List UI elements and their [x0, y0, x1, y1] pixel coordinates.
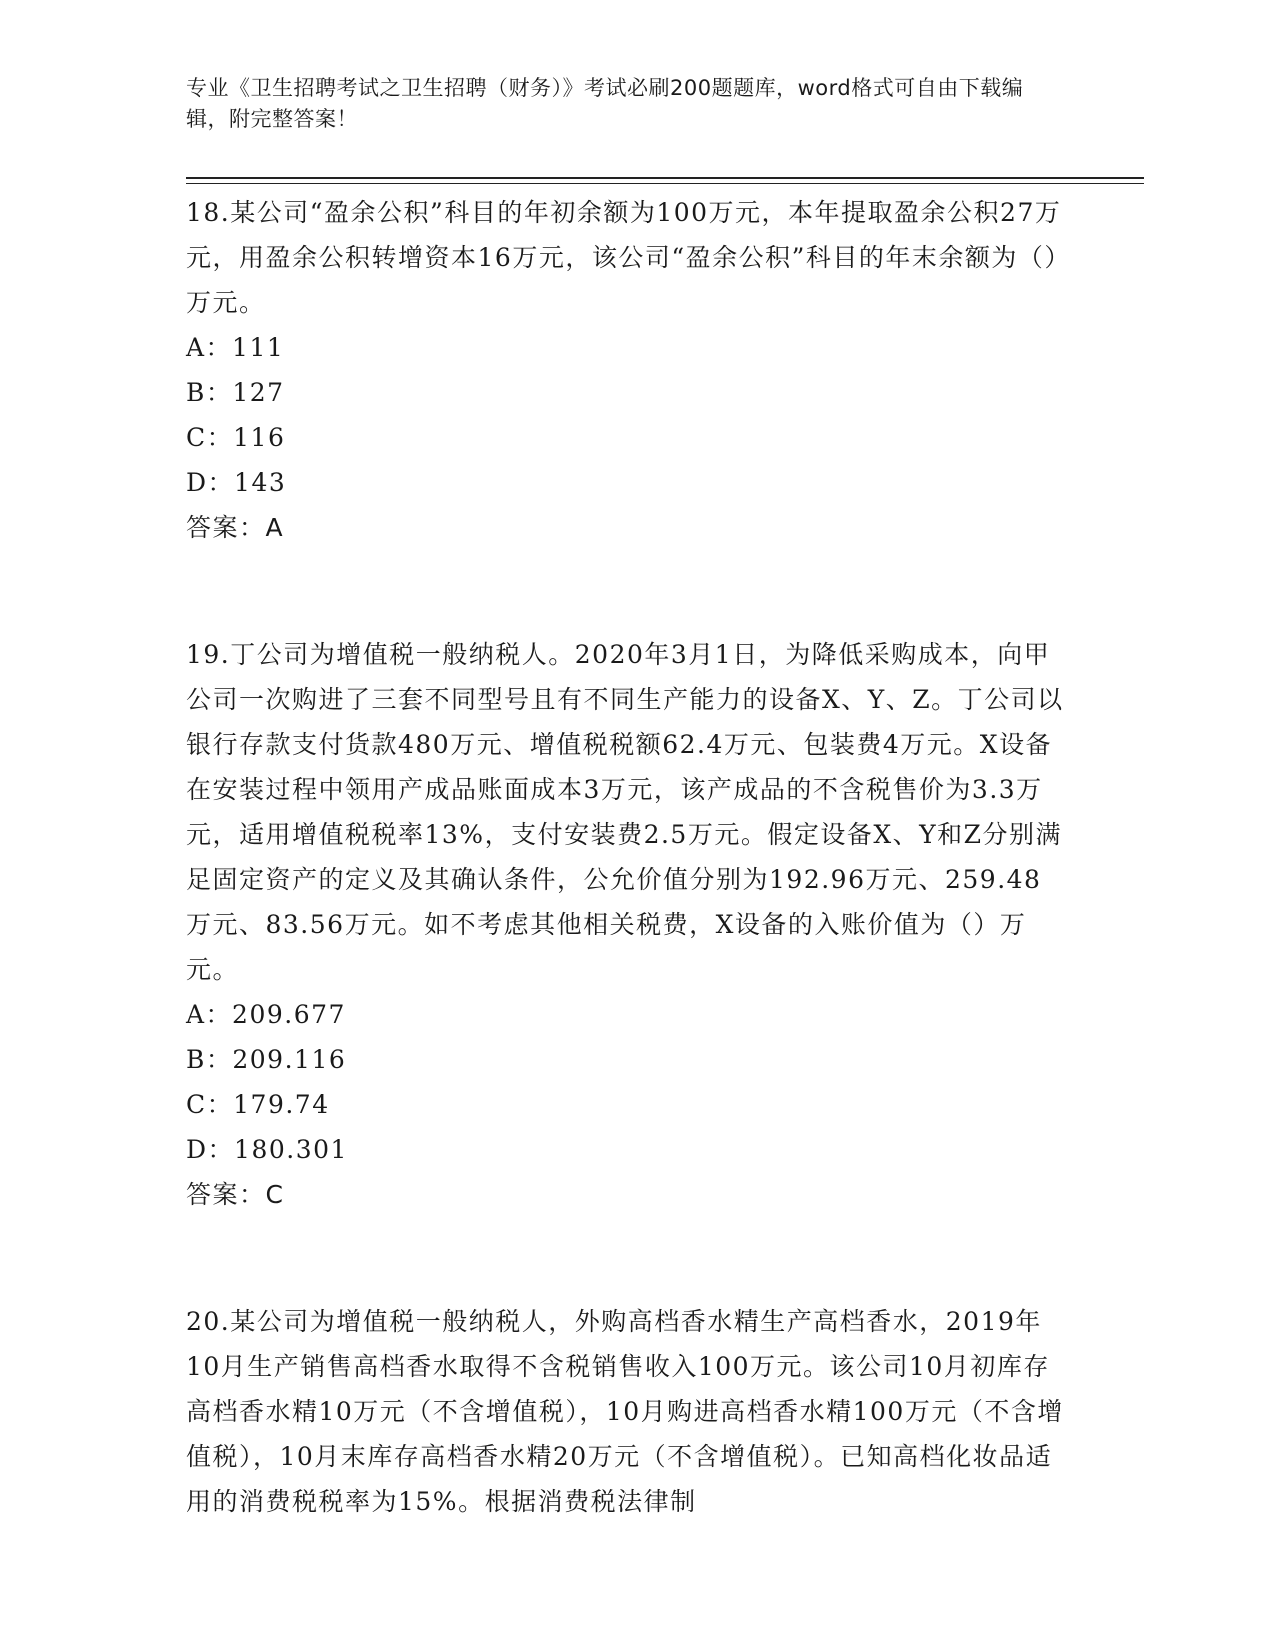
answer: 答案：A [186, 513, 285, 542]
option-d: D：180.301 [186, 1135, 348, 1164]
question-20 [186, 1299, 1066, 1524]
answer: 答案：C [186, 1180, 285, 1209]
question-19 [186, 632, 1066, 1217]
header-divider-thick [186, 177, 1144, 179]
question-text: 20.某公司为增值税一般纳税人，外购高档香水精生产高档香水，2019年10月生产销售高档香水取得不含税销售收入100万元。该公司10月初库存高档香水精10万元（不含增值税），10月购进高档香水精100万元（不含增值税），10月末库存高档香水精20万元（不含增值税）。已知高档化妆品适用的消费税税率为15%。根据消费税法律制 [186, 1307, 1064, 1516]
option-a: A：111 [186, 333, 285, 362]
question-list [186, 190, 1066, 1524]
option-c: C：179.74 [186, 1090, 330, 1119]
question-text: 19.丁公司为增值税一般纳税人。2020年3月1日，为降低采购成本，向甲公司一次购进了三套不同型号且有不同生产能力的设备X、Y、Z。丁公司以银行存款支付货款480万元、增值税税额62.4万元、包装费4万元。X设备在安装过程中领用产成品账面成本3万元，该产成品的不含税售价为3.3万元，适用增值税税率13%，支付安装费2.5万元。假定设备X、Y和Z分别满足固定资产的定义及其确认条件，公允价值分别为192.96万元、259.48万元、83.56万元。如不考虑其他相关税费，X设备的入账价值为（）万元。 [186, 640, 1064, 984]
spacer [186, 1217, 1066, 1299]
option-b: B：209.116 [186, 1045, 347, 1074]
header-divider-thin [186, 183, 1144, 184]
option-b: B：127 [186, 378, 285, 407]
spacer [186, 550, 1066, 632]
document-header: 专业《卫生招聘考试之卫生招聘（财务）》考试必刷200题题库，word格式可自由下载编辑，附完整答案！ [186, 76, 1024, 131]
option-a: A：209.677 [186, 1000, 346, 1029]
question-text: 18.某公司“盈余公积”科目的年初余额为100万元，本年提取盈余公积27万元，用盈余公积转增资本16万元，该公司“盈余公积”科目的年末余额为（）万元。 [186, 198, 1062, 317]
option-d: D：143 [186, 468, 287, 497]
question-18 [186, 190, 1066, 550]
option-c: C：116 [186, 423, 286, 452]
